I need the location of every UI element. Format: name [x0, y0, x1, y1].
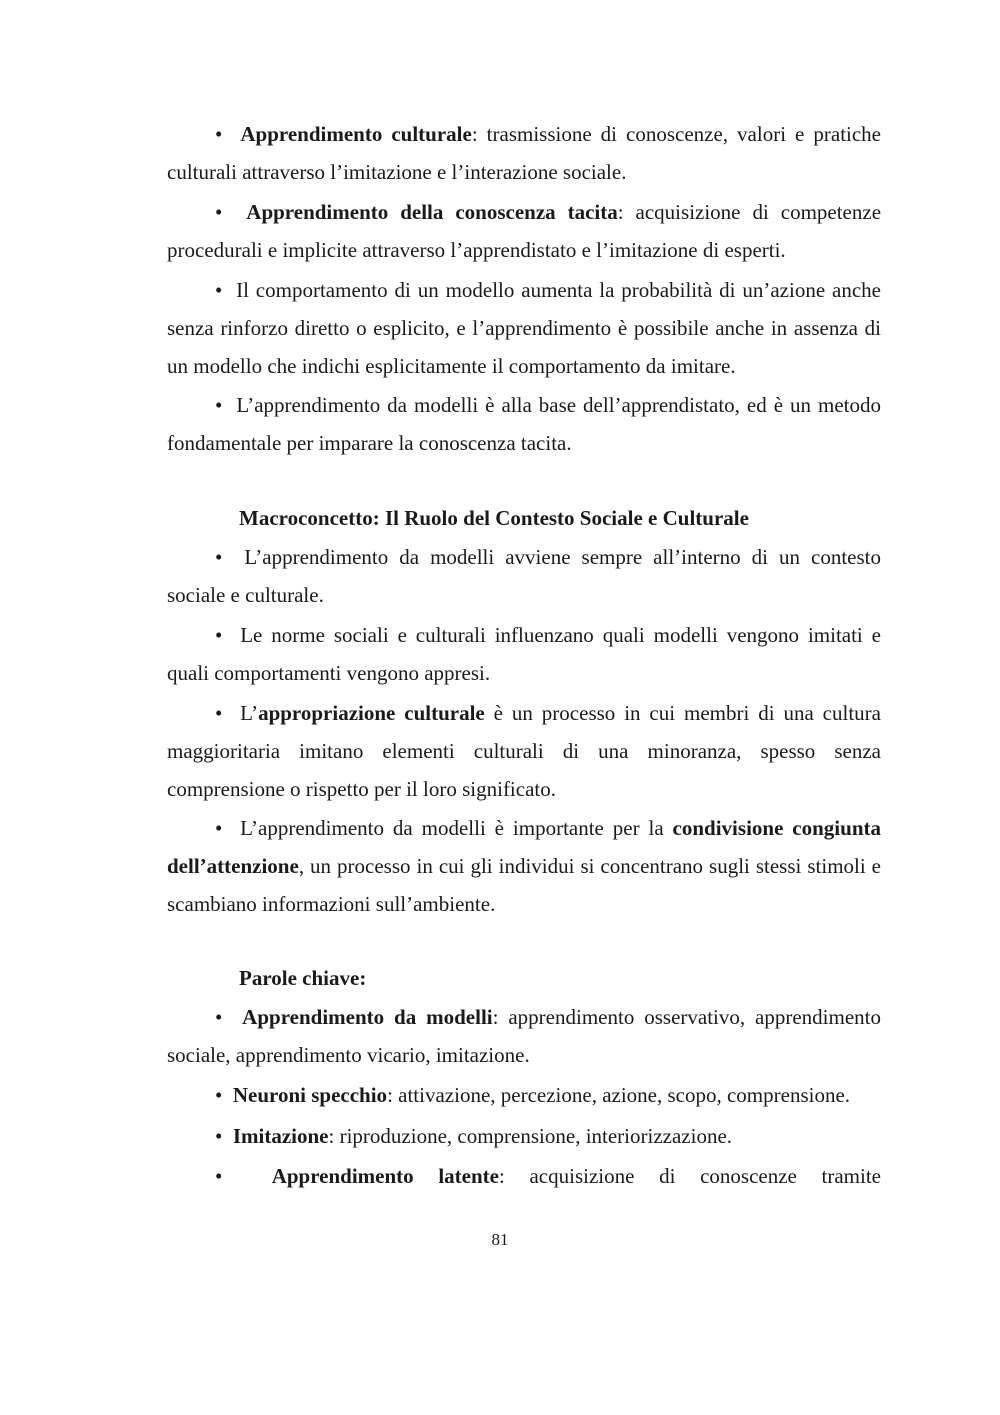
bold-term: Neuroni specchio [232, 1083, 388, 1107]
bullet-paragraph: • Il comportamento di un modello aumenta la probabilità di un’azione anche senza rinforzo diretto o esplicito, e l’apprendimento è possibile anche in assenza di un modello che indichi esplicitamente il comportamento da imitare. [167, 278, 881, 378]
bullet-paragraph: • L’appropriazione culturale è un processo in cui membri di una cultura maggioritaria imitano elementi culturali di una minoranza, spesso senza comprensione o rispetto per il loro significato. [167, 701, 881, 801]
bullet-paragraph: • Le norme sociali e culturali influenzano quali modelli vengono imitati e quali comportamenti vengono appresi. [167, 623, 882, 685]
bold-term: condivisione congiunta dell’attenzione [167, 816, 881, 878]
page-number: 81 [491, 1230, 509, 1249]
section-heading: Macroconcetto: Il Ruolo del Contesto Sociale e Culturale [239, 506, 749, 530]
keyword-item: • Apprendimento da modelli: apprendimento osservativo, apprendimento sociale, apprendimento vicario, imitazione. [167, 1005, 881, 1067]
bullet-paragraph: • L’apprendimento da modelli è importante per la condivisione congiunta dell’attenzione, un processo in cui gli individui si concentrano sugli stessi stimoli e scambiano informazioni sull’ambiente. [167, 816, 881, 916]
keywords-heading: Parole chiave: [239, 966, 367, 990]
bullet-paragraph: • L’apprendimento da modelli avviene sempre all’interno di un contesto sociale e culturale. [167, 545, 881, 607]
keyword-item: • Imitazione: riproduzione, comprensione, interiorizzazione. [215, 1124, 733, 1148]
bold-term: Apprendimento latente [271, 1164, 499, 1188]
bold-term: Imitazione [232, 1124, 329, 1148]
bullet-paragraph: • Apprendimento della conoscenza tacita: acquisizione di competenze procedurali e implicite attraverso l’apprendistato e l’imitazione di esperti. [167, 200, 882, 262]
bold-term: Apprendimento culturale [240, 122, 472, 146]
bold-term: Apprendimento della conoscenza tacita [246, 200, 618, 224]
bullet-paragraph: • Apprendimento culturale: trasmissione di conoscenze, valori e pratiche culturali attraverso l’imitazione e l’interazione sociale. [167, 122, 881, 184]
bold-term: Apprendimento da modelli [242, 1005, 493, 1029]
bullet-paragraph: • L’apprendimento da modelli è alla base dell’apprendistato, ed è un metodo fondamentale per imparare la conoscenza tacita. [167, 393, 881, 455]
bold-term: appropriazione culturale [258, 701, 485, 725]
keyword-item: • Neuroni specchio: attivazione, percezione, azione, scopo, comprensione. [215, 1083, 851, 1107]
keyword-item: • Apprendimento latente: acquisizione di conoscenze tramite [215, 1164, 881, 1188]
